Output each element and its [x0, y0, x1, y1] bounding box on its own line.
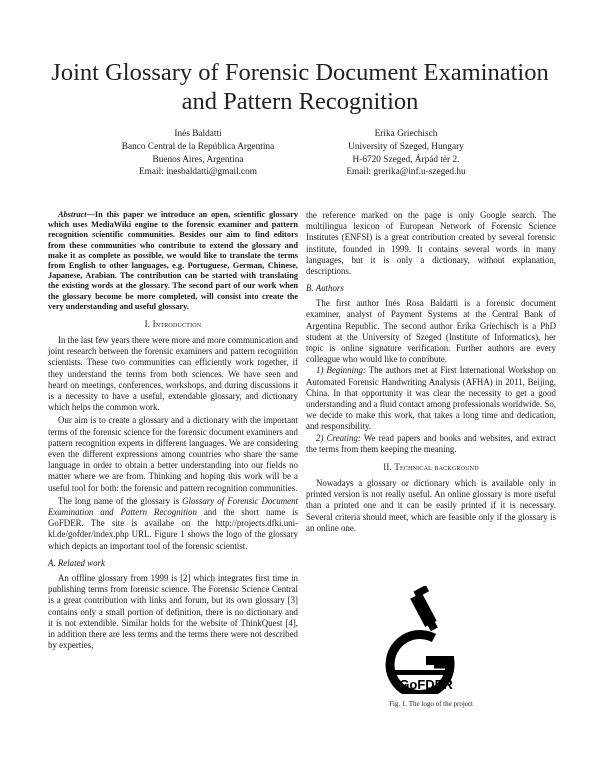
intro-paragraph-2: Our aim is to create a glossary and a dictionary with the important terms of the forensic science for the forensic document examiners and pattern recognition experts in different languages. We are considering even the different expressions among countries who share the same language in order to obtain a better understanding into our fields no matter where we are from. Thinking and hoping this work will be a useful tool for both: the forensic and pattern recognition communities.: [48, 415, 298, 493]
section-heading-technical-background: [306, 462, 556, 473]
related-work-paragraph: An offline glossary from 1999 is [2] which integrates first time in publishing terms from forensic science. The Forensic Science Central is a great contribution with links and forum, but its own glossary [3] contains only a small portion of definition, there is no dictionary and it is not extendible. Similar holds for the website of ThinkQuest [4], in addition there are less terms and the terms there were not described by experties,: [48, 572, 298, 651]
author-name: Erika Griechisch: [374, 129, 438, 139]
author-affiliation: University of Szeged, Hungary: [348, 142, 464, 153]
left-column: [48, 210, 298, 651]
author-affiliation: Banco Central de la República Argentina: [121, 142, 275, 153]
author-block-1: [98, 128, 298, 178]
author-email: Email: inesbaldatti@gmail.com: [138, 166, 258, 177]
author-location: Buenos Aires, Argentina: [152, 154, 244, 165]
beginning-paragraph: 1) Beginning: The authors met at First International Workshop on Automated Forensic Handwriting Analysis (AFHA) in 2011, Beijing, China. In that opportunity it was clear the necessity to get a good understanding and a fluid contact among professionals worldwide. So, we decide to make this work, that takes a long time and dedication, and responsibility.: [306, 365, 556, 432]
glossary-long-name: Glossary of Forensic Document Examination and Pattern Recognition: [48, 495, 298, 518]
paper-title: Joint Glossary of Forensic Document Examination and Pattern Recognition: [51, 59, 549, 115]
section-title: Introduction: [152, 319, 202, 330]
paragraph-heading: 2) Creating:: [316, 432, 361, 443]
logo-text: GoFDER: [399, 677, 453, 692]
abstract-label: Abstract: [58, 210, 87, 219]
related-work-continuation: the reference marked on the page is only Google search. The multilingua lexicon of European Network of Forensic Science Institutes (ENFSI) is a great contribution created by several forensic institute, founded in 1999. It contains several words in many languages, but it is only a dictionary, without explanation, descriptions.: [306, 210, 556, 277]
author-name: Inés Baldatti: [174, 129, 222, 139]
section-number: I.: [144, 319, 151, 330]
author-email: Email: grerika@inf.u-szeged.hu: [346, 166, 466, 177]
right-column: [306, 210, 556, 534]
authors-paragraph: The first author Inés Rosa Baldatti is a forensic document examiner, analyst of Payment Systems at the Central Bank of Argentina Republic. The second author Erika Griechisch is a PhD student at the University of Szeged (Institute of Informatics), her topic is online signature verification. Further authors are every colleague who would like to contribute.: [306, 298, 556, 365]
intro-paragraph-3: The long name of the glossary is Glossary of Forensic Document Examination and Pattern Recognition and the short name is GoFDER. The site is availabe on the http://projects.dfki.uni-kl.de/gofder/index.php URL. Figure 1 shows the logo of the glossary which depicts an important tool of the forensic scientist.: [48, 495, 299, 551]
subsection-heading-authors: B. Authors: [306, 283, 344, 294]
creating-paragraph: 2) Creating: We read papers and books and websites, and extract the terms from them keeping the meaning.: [306, 432, 557, 454]
section-number: II.: [383, 462, 392, 473]
section-title: Technical background: [394, 462, 479, 473]
author-location: H-6720 Szeged, Árpád tér 2.: [352, 154, 460, 165]
section-heading-introduction: [48, 319, 298, 330]
abstract-text: —In this paper we introduce an open, scientific glossary which uses MediaWiki engine to the forensic examiner and pattern recognition scientific communities. Besides our aim to find editors from these communities who contribute to extend the glossary and make it as complete as possible, we would like to translate the terms from English to other languages, e.g. Portuguese, German, Chinese, Japanese, Arabian. The contribution can be started with translating the existing words at the glossary. The second part of our work when the glossary become be more completed, will consist into create the very understanding and useful glossary.: [48, 210, 298, 311]
technical-paragraph: Nowadays a glossary or dictionary which is available only in printed version is not really useful. An online glossary is more useful than a printed one and it can be easily printed if it is necessary. Several criteria should meet, which are feasible only if the glossary is an online one.: [306, 478, 556, 533]
figure-caption: Fig. 1. The logo of the project: [389, 700, 473, 708]
intro-paragraph-1: In the last few years there were more and more communication and joint research between the forensic examiners and pattern recognition scientists. These two communities can efficiently work together, if they understand the terms from both sciences. We have seen and heard on meetings, conferences, workshops, and during discussions it is a necessity to have a useful, extendable glossary, and dictionary which helps the common work.: [48, 335, 298, 413]
subsection-heading-related-work: A. Related work: [48, 557, 105, 568]
paragraph-heading: 1) Beginning:: [316, 365, 366, 376]
author-block-2: [306, 128, 506, 178]
abstract: [48, 210, 298, 312]
gofder-logo: [376, 586, 476, 694]
